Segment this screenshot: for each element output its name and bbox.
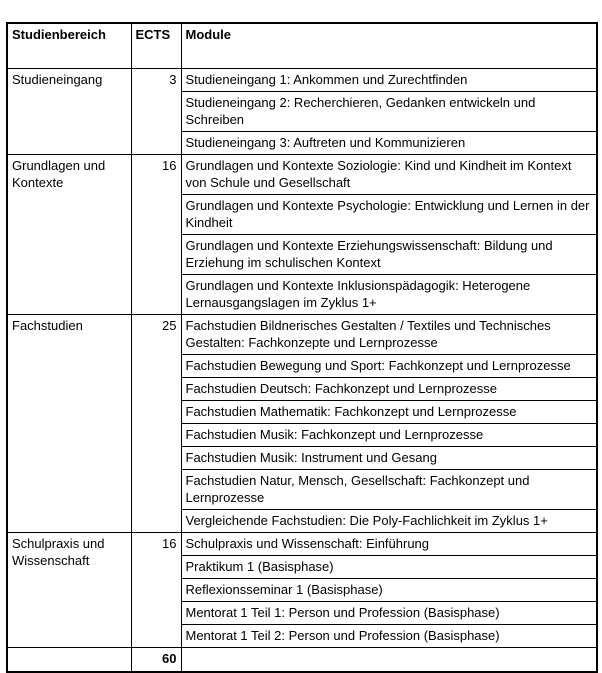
module-cell: Fachstudien Deutsch: Fachkonzept und Lernprozesse bbox=[181, 378, 597, 401]
module-cell: Grundlagen und Kontexte Inklusionspädagogik: Heterogene Lernausgangslagen im Zyklus 1+ bbox=[181, 275, 597, 315]
total-module-cell bbox=[181, 648, 597, 673]
module-table-footer bbox=[7, 648, 597, 673]
header-module: Module bbox=[181, 23, 597, 69]
module-cell: Fachstudien Bewegung und Sport: Fachkonzept und Lernprozesse bbox=[181, 355, 597, 378]
ects-cell: 3 bbox=[131, 69, 181, 155]
module-cell: Mentorat 1 Teil 1: Person und Profession (Basisphase) bbox=[181, 602, 597, 625]
table-row bbox=[7, 315, 597, 355]
module-cell: Reflexionsseminar 1 (Basisphase) bbox=[181, 579, 597, 602]
module-table bbox=[6, 22, 598, 673]
ects-cell: 16 bbox=[131, 533, 181, 648]
studienbereich-cell: Studieneingang bbox=[7, 69, 131, 155]
total-ects-cell: 60 bbox=[131, 648, 181, 673]
module-cell: Grundlagen und Kontexte Erziehungswissenschaft: Bildung und Erziehung im schulischen Kontext bbox=[181, 235, 597, 275]
studienbereich-cell: Fachstudien bbox=[7, 315, 131, 533]
studienbereich-cell: Schulpraxis und Wissenschaft bbox=[7, 533, 131, 648]
ects-cell: 25 bbox=[131, 315, 181, 533]
header-studienbereich: Studienbereich bbox=[7, 23, 131, 69]
module-cell: Schulpraxis und Wissenschaft: Einführung bbox=[181, 533, 597, 556]
module-cell: Praktikum 1 (Basisphase) bbox=[181, 556, 597, 579]
ects-cell: 16 bbox=[131, 155, 181, 315]
table-row bbox=[7, 69, 597, 92]
studienbereich-cell: Grundlagen und Kontexte bbox=[7, 155, 131, 315]
module-cell: Fachstudien Musik: Fachkonzept und Lernprozesse bbox=[181, 424, 597, 447]
module-cell: Grundlagen und Kontexte Soziologie: Kind und Kindheit im Kontext von Schule und Gesellschaft bbox=[181, 155, 597, 195]
total-row bbox=[7, 648, 597, 673]
module-cell: Vergleichende Fachstudien: Die Poly-Fachlichkeit im Zyklus 1+ bbox=[181, 510, 597, 533]
module-cell: Fachstudien Musik: Instrument und Gesang bbox=[181, 447, 597, 470]
module-cell: Studieneingang 3: Auftreten und Kommunizieren bbox=[181, 132, 597, 155]
total-bereich-cell bbox=[7, 648, 131, 673]
table-row bbox=[7, 155, 597, 195]
module-table-body bbox=[7, 69, 597, 648]
module-cell: Fachstudien Natur, Mensch, Gesellschaft: Fachkonzept und Lernprozesse bbox=[181, 470, 597, 510]
module-cell: Studieneingang 1: Ankommen und Zurechtfinden bbox=[181, 69, 597, 92]
module-cell: Studieneingang 2: Recherchieren, Gedanken entwickeln und Schreiben bbox=[181, 92, 597, 132]
header-row bbox=[7, 23, 597, 69]
table-row bbox=[7, 533, 597, 556]
module-cell: Grundlagen und Kontexte Psychologie: Entwicklung und Lernen in der Kindheit bbox=[181, 195, 597, 235]
module-cell: Fachstudien Mathematik: Fachkonzept und Lernprozesse bbox=[181, 401, 597, 424]
module-cell: Fachstudien Bildnerisches Gestalten / Textiles und Technisches Gestalten: Fachkonzepte und Lernprozesse bbox=[181, 315, 597, 355]
module-cell: Mentorat 1 Teil 2: Person und Profession (Basisphase) bbox=[181, 625, 597, 648]
module-table-header bbox=[7, 23, 597, 69]
header-ects: ECTS bbox=[131, 23, 181, 69]
